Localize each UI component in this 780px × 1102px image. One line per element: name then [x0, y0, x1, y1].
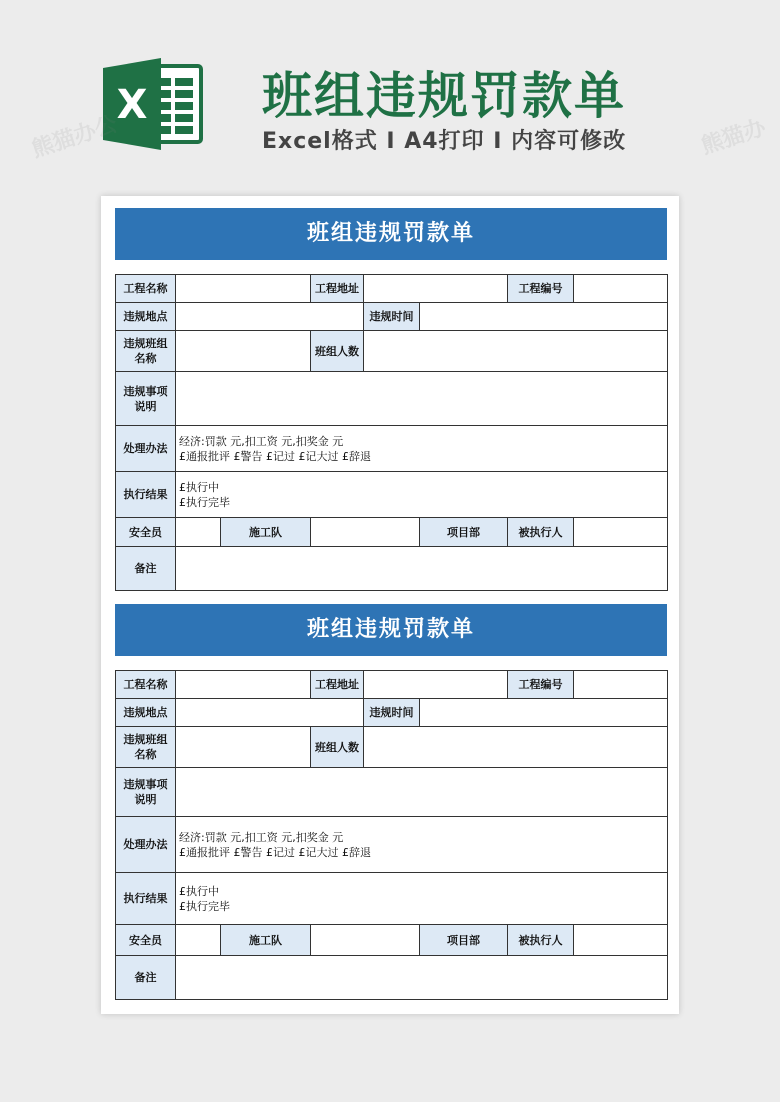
execution-result-cell[interactable]	[176, 873, 668, 925]
form-paper	[101, 196, 679, 1014]
label-project-dept: 项目部	[420, 925, 508, 956]
construction-team-cell[interactable]	[311, 518, 420, 547]
logo-letter: X	[116, 82, 148, 128]
team-size-cell[interactable]	[364, 727, 668, 768]
handling-economic-line: 经济:罚款 元,扣工资 元,扣奖金 元	[179, 434, 344, 448]
executed-person-cell[interactable]	[574, 925, 668, 956]
label-executed-person: 被执行人	[508, 518, 574, 547]
label-violation-location: 违规地点	[116, 303, 176, 331]
violation-desc-cell[interactable]	[176, 768, 668, 817]
result-in-progress: £执行中	[179, 480, 219, 494]
label-team-size: 班组人数	[311, 331, 364, 372]
project-address-cell[interactable]	[364, 671, 508, 699]
label-execution-result: 执行结果	[116, 472, 176, 518]
violation-time-cell[interactable]	[420, 699, 668, 727]
label-team-size: 班组人数	[311, 727, 364, 768]
label-construction-team: 施工队	[221, 925, 311, 956]
handling-economic-line: 经济:罚款 元,扣工资 元,扣奖金 元	[179, 830, 344, 844]
project-no-cell[interactable]	[574, 671, 668, 699]
handling-method-cell[interactable]	[176, 817, 668, 873]
violation-team-name-cell[interactable]	[176, 727, 311, 768]
label-handling-method: 处理办法	[116, 817, 176, 873]
label-violation-time: 违规时间	[364, 699, 420, 727]
project-no-cell[interactable]	[574, 275, 668, 303]
label-handling-method: 处理办法	[116, 426, 176, 472]
label-project-no: 工程编号	[508, 275, 574, 303]
safety-officer-cell[interactable]	[176, 925, 221, 956]
form-title: 班组违规罚款单	[115, 208, 667, 260]
result-completed: £执行完毕	[179, 899, 230, 913]
violation-location-cell[interactable]	[176, 699, 364, 727]
watermark: 熊猫办	[698, 115, 769, 160]
result-completed: £执行完毕	[179, 495, 230, 509]
page-header	[0, 0, 780, 190]
label-project-name: 工程名称	[116, 671, 176, 699]
page-subtitle: Excel格式 I A4打印 I 内容可修改	[262, 129, 627, 154]
label-violation-team-name: 违规班组名称	[116, 331, 176, 372]
executed-person-cell[interactable]	[574, 518, 668, 547]
page-title: 班组违规罚款单	[262, 67, 626, 125]
label-violation-team-name: 违规班组名称	[116, 727, 176, 768]
project-name-cell[interactable]	[176, 671, 311, 699]
form-table	[115, 670, 668, 1000]
execution-result-cell[interactable]	[176, 472, 668, 518]
label-construction-team: 施工队	[221, 518, 311, 547]
label-violation-time: 违规时间	[364, 303, 420, 331]
violation-team-name-cell[interactable]	[176, 331, 311, 372]
label-execution-result: 执行结果	[116, 873, 176, 925]
violation-time-cell[interactable]	[420, 303, 668, 331]
construction-team-cell[interactable]	[311, 925, 420, 956]
result-in-progress: £执行中	[179, 884, 219, 898]
form-title: 班组违规罚款单	[115, 604, 667, 656]
label-remarks: 备注	[116, 547, 176, 591]
label-project-no: 工程编号	[508, 671, 574, 699]
watermark: 熊猫办公	[28, 111, 121, 163]
label-project-address: 工程地址	[311, 275, 364, 303]
label-safety-officer: 安全员	[116, 518, 176, 547]
project-name-cell[interactable]	[176, 275, 311, 303]
label-violation-location: 违规地点	[116, 699, 176, 727]
project-address-cell[interactable]	[364, 275, 508, 303]
excel-logo-icon	[103, 56, 203, 152]
form-table	[115, 274, 668, 591]
safety-officer-cell[interactable]	[176, 518, 221, 547]
label-executed-person: 被执行人	[508, 925, 574, 956]
remarks-cell[interactable]	[176, 956, 668, 1000]
handling-options-line: £通报批评 £警告 £记过 £记大过 £辞退	[179, 845, 371, 859]
remarks-cell[interactable]	[176, 547, 668, 591]
label-safety-officer: 安全员	[116, 925, 176, 956]
label-violation-desc: 违规事项说明	[116, 768, 176, 817]
label-violation-desc: 违规事项说明	[116, 372, 176, 426]
label-project-dept: 项目部	[420, 518, 508, 547]
violation-desc-cell[interactable]	[176, 372, 668, 426]
label-remarks: 备注	[116, 956, 176, 1000]
violation-location-cell[interactable]	[176, 303, 364, 331]
penalty-form-1	[115, 208, 667, 591]
team-size-cell[interactable]	[364, 331, 668, 372]
penalty-form-2	[115, 604, 667, 1000]
label-project-name: 工程名称	[116, 275, 176, 303]
handling-options-line: £通报批评 £警告 £记过 £记大过 £辞退	[179, 449, 371, 463]
handling-method-cell[interactable]	[176, 426, 668, 472]
label-project-address: 工程地址	[311, 671, 364, 699]
